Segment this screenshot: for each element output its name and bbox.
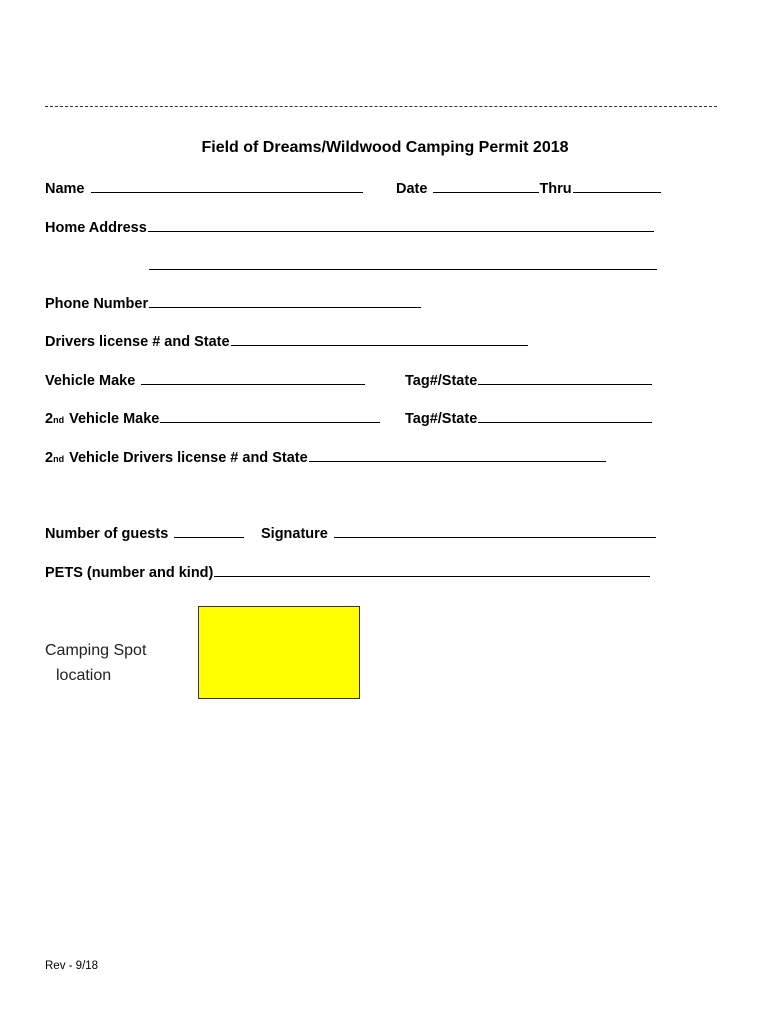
drivers-license-field[interactable] (231, 331, 528, 346)
camping-spot-line-1: Camping Spot (45, 642, 147, 659)
tag-state-label: Tag#/State (405, 373, 478, 389)
second-drivers-license-field[interactable] (309, 447, 606, 462)
phone-label: Phone Number (45, 296, 149, 312)
second-vehicle-prefix: 2 (45, 411, 54, 427)
guests-field[interactable] (174, 523, 244, 538)
signature-label: Signature (261, 526, 328, 542)
home-address-field[interactable] (148, 217, 654, 232)
thru-field[interactable] (573, 178, 661, 193)
second-tag-state-field[interactable] (478, 408, 652, 423)
second-vehicle-make-label: Vehicle Make (69, 411, 160, 427)
phone-field[interactable] (149, 293, 421, 308)
second-vehicle-make-field[interactable] (160, 408, 380, 423)
name-label: Name (45, 181, 85, 197)
pets-label: PETS (number and kind) (45, 565, 214, 581)
tag-state-field[interactable] (478, 370, 652, 385)
form-title: Field of Dreams/Wildwood Camping Permit 2018 (201, 139, 569, 156)
signature-field[interactable] (334, 523, 656, 538)
home-address-label: Home Address (45, 220, 147, 236)
cut-line (45, 106, 717, 107)
date-label: Date (396, 181, 428, 197)
vehicle-make-label: Vehicle Make (45, 373, 136, 389)
pets-field[interactable] (214, 562, 650, 577)
camping-spot-line-2: location (56, 667, 112, 684)
thru-label: Thru (539, 181, 572, 197)
date-field[interactable] (433, 178, 539, 193)
camping-spot-label (45, 638, 146, 688)
home-address-field-2[interactable] (149, 255, 657, 270)
name-field[interactable] (91, 178, 363, 193)
vehicle-make-field[interactable] (141, 370, 365, 385)
guests-label: Number of guests (45, 526, 169, 542)
second-dl-prefix: 2 (45, 450, 54, 466)
second-drivers-license-label: Vehicle Drivers license # and State (69, 450, 308, 466)
revision-label: Rev - 9/18 (45, 960, 99, 972)
camping-spot-box[interactable] (198, 606, 360, 699)
second-tag-state-label: Tag#/State (405, 411, 478, 427)
drivers-license-label: Drivers license # and State (45, 334, 230, 350)
